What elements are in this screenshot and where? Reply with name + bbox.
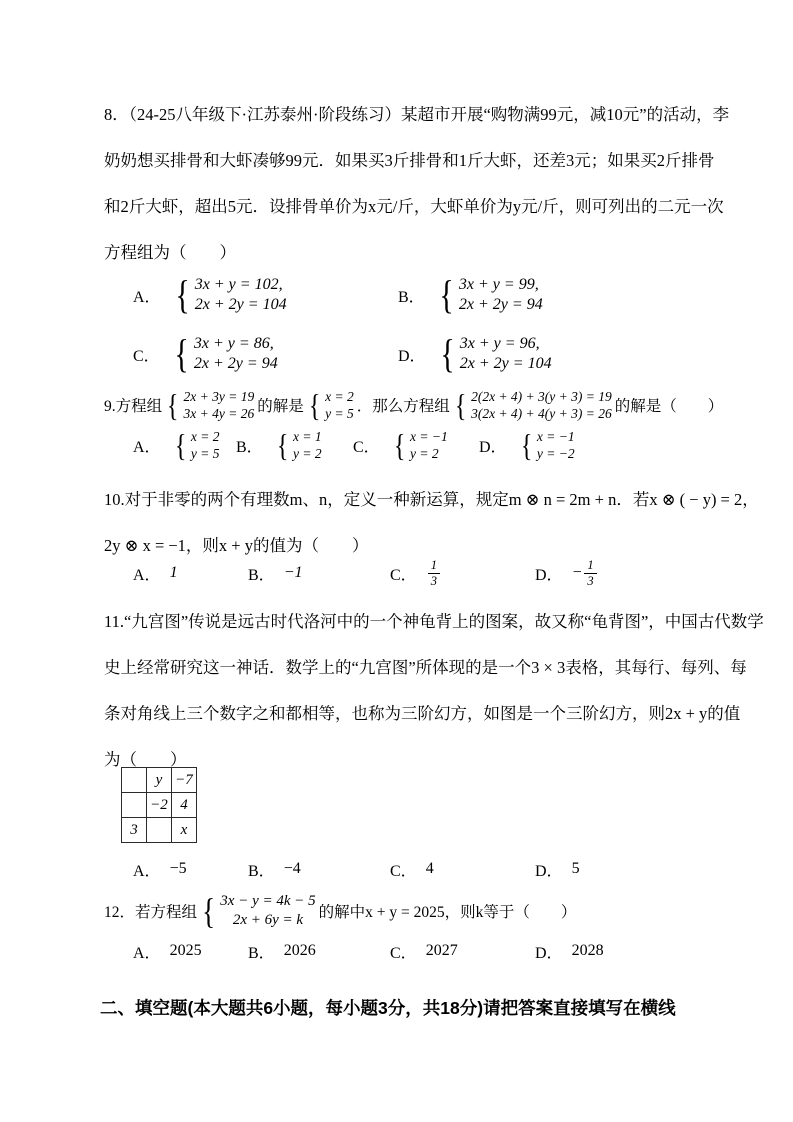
negative-sign: − bbox=[571, 564, 583, 581]
left-brace-icon bbox=[202, 893, 215, 929]
q11-stem-line-1: 11.“九宫图”传说是远古时代洛河中的一个神龟背上的图案，故又称“龟背图”，中国古代数学 bbox=[104, 612, 764, 631]
option-label: A． bbox=[133, 288, 161, 306]
q10-stem-line-2: 2y ⊗ x = −1，则x + y的值为（ ） bbox=[104, 536, 369, 555]
option-label: A． bbox=[133, 944, 161, 962]
option-label: A． bbox=[133, 862, 161, 880]
equation: x = −1 bbox=[536, 429, 575, 444]
q9-stem-text: ．那么方程组 bbox=[356, 398, 450, 415]
magic-square-cell: 4 bbox=[172, 793, 197, 818]
option-label: D． bbox=[398, 347, 426, 365]
equation: 2x + 2y = 94 bbox=[193, 355, 278, 372]
q11-option-c bbox=[390, 858, 535, 881]
equation: 3x + y = 99, bbox=[458, 276, 539, 293]
equation: 2x + 3y = 19 bbox=[183, 389, 255, 404]
q10-option-b bbox=[248, 562, 390, 585]
q11-option-d bbox=[535, 858, 580, 881]
q12-options-row bbox=[133, 935, 707, 967]
option-value: 4 bbox=[425, 860, 434, 877]
left-brace-icon bbox=[174, 334, 188, 374]
q8-stem bbox=[104, 90, 730, 274]
option-value: 2025 bbox=[169, 942, 202, 959]
q8-stem-line-2: 奶奶想买排骨和大虾凑够99元．如果买3斤排骨和1斤大虾，还差3元；如果买2斤排骨 bbox=[104, 151, 715, 170]
question-11 bbox=[104, 597, 764, 887]
q9-stem-text: 9.方程组 bbox=[104, 398, 163, 415]
option-label: D． bbox=[535, 944, 563, 962]
magic-square-table bbox=[121, 767, 197, 843]
question-12 bbox=[104, 889, 707, 967]
magic-square-cell: 3 bbox=[122, 818, 147, 843]
magic-square-cell bbox=[122, 793, 147, 818]
option-label: B． bbox=[248, 862, 275, 880]
q12-option-d bbox=[535, 940, 604, 963]
option-label: C． bbox=[390, 566, 417, 584]
equation-system bbox=[438, 334, 552, 374]
equation: 3x + y = 102, bbox=[194, 276, 283, 293]
option-value: −4 bbox=[283, 860, 301, 877]
q12-option-a bbox=[133, 940, 248, 963]
left-brace-icon bbox=[439, 275, 453, 315]
q11-stem bbox=[104, 597, 764, 781]
left-brace-icon bbox=[455, 389, 467, 421]
q8-option-b bbox=[398, 275, 546, 315]
equation-system bbox=[173, 428, 220, 462]
left-brace-icon bbox=[394, 429, 406, 461]
fraction-denominator: 3 bbox=[430, 573, 437, 588]
magic-square-cell: y bbox=[147, 768, 172, 793]
equation: 2x + 2y = 94 bbox=[458, 296, 543, 313]
q10-stem bbox=[104, 475, 759, 567]
section-2-header: 二、填空题(本大题共6小题，每小题3分，共18分)请把答案直接填写在横线 bbox=[100, 998, 676, 1018]
q11-options-row bbox=[133, 851, 707, 887]
question-8 bbox=[104, 90, 730, 383]
equation-system bbox=[173, 275, 287, 315]
option-label: D． bbox=[535, 566, 563, 584]
equation: y = 2 bbox=[293, 446, 322, 461]
q8-stem-line-4: 方程组为（ ） bbox=[104, 243, 236, 262]
fraction-numerator: 1 bbox=[584, 558, 596, 574]
q10-option-d bbox=[535, 558, 597, 589]
option-value: −1 bbox=[283, 564, 303, 581]
equation: 3x − y = 4k − 5 bbox=[220, 893, 316, 909]
q12-stem-text: 的解中x + y = 2025，则k等于（ ） bbox=[318, 904, 577, 921]
equation: 3x + y = 96, bbox=[459, 335, 540, 352]
equation: x = 2 bbox=[325, 389, 354, 404]
equation: y = 2 bbox=[410, 446, 439, 461]
q8-stem-line-1: 8．（24-25八年级下·江苏泰州·阶段练习）某超市开展“购物满99元，减10元”的活动，李 bbox=[104, 105, 730, 124]
left-brace-icon bbox=[167, 389, 179, 421]
q9-stem-text: 的解是（ ） bbox=[614, 398, 724, 415]
equation-system bbox=[392, 428, 448, 462]
q8-option-c bbox=[133, 334, 398, 374]
equation-system bbox=[275, 428, 322, 462]
left-brace-icon bbox=[520, 429, 532, 461]
option-label: D． bbox=[479, 438, 507, 456]
q8-option-d bbox=[398, 334, 555, 374]
left-brace-icon bbox=[440, 334, 454, 374]
fraction bbox=[584, 558, 596, 589]
equation: 2(2x + 4) + 3(y + 3) = 19 bbox=[471, 389, 612, 404]
option-value: 1 bbox=[169, 564, 178, 581]
equation-system bbox=[165, 388, 254, 422]
q9-option-c bbox=[353, 428, 479, 462]
equation-system bbox=[519, 428, 575, 462]
magic-square-cell: x bbox=[172, 818, 197, 843]
q12-stem-text: 12．若方程组 bbox=[104, 904, 198, 921]
left-brace-icon bbox=[174, 429, 186, 461]
magic-square-cell bbox=[122, 768, 147, 793]
equation: y = −2 bbox=[536, 446, 575, 461]
q9-option-a bbox=[133, 428, 236, 462]
option-value: 2026 bbox=[283, 942, 316, 959]
magic-square-row bbox=[122, 793, 197, 818]
option-label: C． bbox=[390, 862, 417, 880]
option-label: A． bbox=[133, 566, 161, 584]
q12-stem bbox=[104, 889, 707, 933]
option-label: D． bbox=[535, 862, 563, 880]
equation: x = 2 bbox=[190, 429, 220, 444]
option-label: C． bbox=[353, 438, 380, 456]
left-brace-icon bbox=[175, 275, 189, 315]
magic-square-cell: −7 bbox=[172, 768, 197, 793]
equation: 2x + 2y = 104 bbox=[194, 296, 287, 313]
question-10 bbox=[104, 475, 759, 591]
left-brace-icon bbox=[309, 389, 321, 421]
equation: 2x + 2y = 104 bbox=[459, 355, 552, 372]
equation-system bbox=[453, 388, 612, 422]
equation: y = 5 bbox=[325, 406, 354, 421]
q8-option-a bbox=[133, 275, 398, 315]
equation: x = 1 bbox=[293, 429, 322, 444]
magic-square-row bbox=[122, 768, 197, 793]
equation-system bbox=[437, 275, 543, 315]
equation: x = −1 bbox=[410, 429, 448, 444]
option-value: 5 bbox=[571, 860, 580, 877]
fraction-numerator: 1 bbox=[428, 558, 440, 574]
option-value: 2028 bbox=[571, 942, 604, 959]
q9-option-b bbox=[236, 428, 353, 462]
q11-stem-line-3: 条对角线上三个数字之和都相等，也称为三阶幻方，如图是一个三阶幻方，则2x + y的值 bbox=[104, 704, 741, 723]
magic-square-row bbox=[122, 818, 197, 843]
option-label: B． bbox=[248, 944, 275, 962]
q11-option-b bbox=[248, 858, 390, 881]
option-label: B． bbox=[236, 438, 263, 456]
q9-stem bbox=[104, 385, 724, 425]
q9-option-d bbox=[479, 428, 578, 462]
equation: 3x + 4y = 26 bbox=[183, 406, 255, 421]
option-value: 2027 bbox=[425, 942, 458, 959]
q10-option-a bbox=[133, 562, 248, 585]
option-label: C． bbox=[133, 347, 160, 365]
equation-system bbox=[200, 892, 316, 930]
q9-options-row bbox=[133, 425, 707, 465]
q11-stem-line-2: 史上经常研究这一神话．数学上的“九宫图”所体现的是一个3 × 3表格，其每行、每列、每 bbox=[104, 658, 747, 677]
equation: 3(2x + 4) + 4(y + 3) = 26 bbox=[471, 406, 612, 421]
magic-square-cell bbox=[147, 818, 172, 843]
left-brace-icon bbox=[277, 429, 289, 461]
question-9 bbox=[104, 385, 724, 465]
q8-stem-line-3: 和2斤大虾，超出5元．设排骨单价为x元/斤，大虾单价为y元/斤，则可列出的二元一次 bbox=[104, 197, 724, 216]
q8-options-row-1 bbox=[133, 266, 707, 324]
option-label: A． bbox=[133, 438, 161, 456]
equation-system bbox=[172, 334, 278, 374]
q10-option-c bbox=[390, 558, 535, 589]
option-label: C． bbox=[390, 944, 417, 962]
equation: 2x + 6y = k bbox=[232, 912, 304, 928]
equation: y = 5 bbox=[190, 446, 220, 461]
q12-option-c bbox=[390, 940, 535, 963]
q9-stem-text: 的解是 bbox=[257, 398, 304, 415]
q8-options-row-2 bbox=[133, 325, 707, 383]
fraction-denominator: 3 bbox=[587, 573, 594, 588]
q11-option-a bbox=[133, 858, 248, 881]
equation: 3x + y = 86, bbox=[193, 335, 274, 352]
option-value: −5 bbox=[169, 860, 187, 877]
option-label: B． bbox=[398, 288, 425, 306]
equation-system bbox=[307, 388, 354, 422]
magic-square-cell: −2 bbox=[147, 793, 172, 818]
q10-stem-line-1: 10.对于非零的两个有理数m、n，定义一种新运算，规定m ⊗ n = 2m + n．若x ⊗ ( − y) = 2， bbox=[104, 490, 759, 509]
q10-options-row bbox=[133, 555, 707, 591]
fraction bbox=[428, 558, 440, 589]
q12-option-b bbox=[248, 940, 390, 963]
option-label: B． bbox=[248, 566, 275, 584]
q11-stem-line-4: 为（ ） bbox=[104, 750, 187, 769]
